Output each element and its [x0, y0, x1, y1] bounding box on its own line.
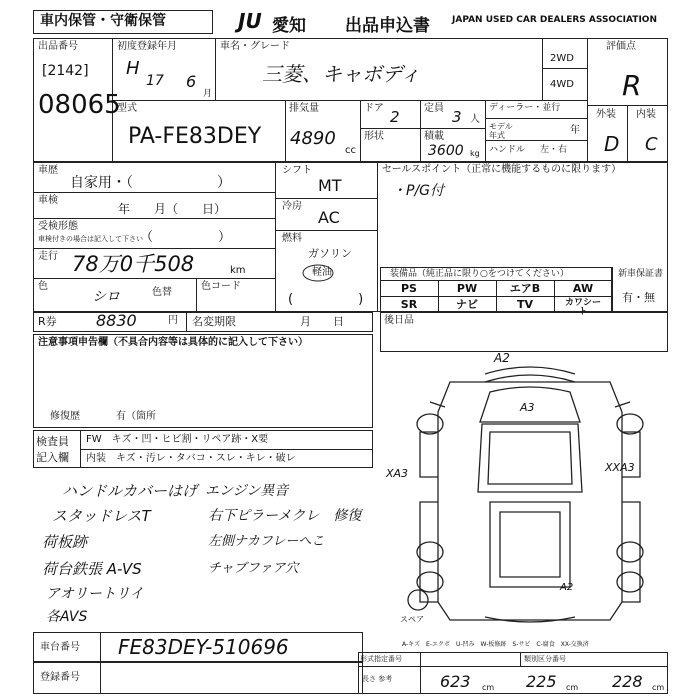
shift-label: シフト [282, 165, 312, 176]
history-value: 自家用・（ ） [70, 175, 231, 191]
damage-mark-a2-rear: A2 [560, 582, 574, 593]
divider [520, 652, 521, 666]
certificate-value: （ ） [140, 230, 232, 245]
fuel-bracket: ( ) [288, 292, 364, 307]
car-name-value: 三菱、キャボディ [262, 62, 421, 86]
fuel-value: ガソリン [308, 247, 352, 260]
damage-mark-a2-front: A2 [494, 351, 510, 365]
divider [587, 38, 588, 162]
dimensions-label-c: 長さ 参考 [362, 675, 393, 683]
divider [438, 280, 439, 312]
divider [420, 652, 421, 694]
rear-goods-box [380, 312, 668, 352]
dimension-height-unit: cm [652, 683, 665, 692]
color-label: 色 [38, 281, 48, 292]
dimensions-label-a: 形式指定番号 [360, 655, 402, 663]
divider [275, 162, 276, 312]
dimension-width-unit: cm [566, 683, 579, 692]
equipment-pw: PW [456, 282, 478, 295]
recycle-label: R券 [38, 315, 57, 328]
divider [112, 100, 587, 101]
inspection-value: 年 月（ 日） [118, 202, 227, 216]
damage-mark-xxa3-right: XXA3 [605, 461, 635, 474]
equipment-airbag: エアB [509, 282, 541, 295]
comment-5: アオリートリイ [46, 586, 144, 602]
comment-right-2: 右下ピラーメクレ 修復 [208, 508, 362, 524]
reg-label: 登録番号 [40, 672, 80, 683]
capacity-unit: 人 [470, 114, 480, 125]
color-value: シロ [92, 289, 120, 305]
equipment-tv: TV [516, 298, 534, 311]
certificate-label: 受検形態 [38, 221, 78, 232]
registration-year: 17 [146, 73, 164, 89]
registration-label: 初度登録年月 [117, 41, 177, 52]
aircon-label: 冷房 [282, 201, 302, 212]
divider [186, 312, 187, 332]
evaluation-score: R [622, 69, 642, 102]
inspector-label-1: 検査員 [36, 435, 69, 448]
capacity-label: 定員 [424, 103, 444, 114]
tax-period-label: 名変期限 [192, 315, 236, 328]
reg-row [33, 662, 363, 694]
drive-4wd: 4WD [550, 79, 574, 90]
damage-mark-xa3-left: XA3 [386, 467, 409, 480]
dimensions-label-b: 類別区分番号 [524, 655, 566, 663]
load-unit: kg [470, 149, 480, 158]
repair-label: 修復歴 [50, 411, 80, 422]
comment-6: 各AVS [46, 609, 88, 625]
comment-right-4: チャブファア穴 [208, 561, 299, 576]
evaluation-label: 評価点 [606, 41, 636, 52]
spare-label: スペア [400, 615, 424, 624]
model-label: 型式 [117, 103, 137, 114]
load-label: 積載 [424, 131, 444, 142]
mileage-label: 走行 [38, 251, 58, 262]
comment-2: スタッドレスT [52, 507, 151, 525]
fuel-circle-mark [300, 262, 340, 284]
drive-2wd: 2WD [550, 53, 574, 64]
comment-right-1: エンジン異音 [205, 483, 289, 499]
inspector-interior-row: キズ・汚レ・タバコ・スレ・キレ・破レ [116, 453, 296, 464]
comment-right-3: 左側ナカフレーへこ [208, 534, 325, 549]
recycle-unit: 円 [168, 315, 178, 326]
divider [485, 140, 587, 141]
divider [275, 230, 377, 231]
divider [485, 118, 587, 119]
model-year-unit: 年 [570, 125, 580, 136]
inspection-label: 車検 [38, 195, 58, 206]
divider [33, 278, 275, 279]
lot-bracket-number: [2142] [42, 63, 89, 79]
equipment-label: 装備品（純正品に限り○をつけてください） [390, 269, 569, 279]
divider [420, 100, 421, 162]
load-value: 3600 [428, 143, 464, 159]
divider [33, 192, 275, 193]
equipment-sr: SR [400, 298, 418, 311]
divider [542, 38, 543, 100]
new-warranty-value: 有・無 [622, 291, 655, 304]
mileage-unit: km [230, 265, 246, 276]
mileage-value: 78万0千508 [72, 252, 195, 276]
divider [275, 198, 377, 199]
fuel-label: 燃料 [282, 233, 302, 244]
doors-value: 2 [390, 108, 400, 126]
rear-goods-label: 後日品 [384, 315, 414, 326]
lot-number: 08065 [38, 90, 121, 120]
car-name-label: 車名・グレード [220, 41, 290, 52]
registration-month: 6 [186, 72, 197, 91]
chassis-label: 車台番号 [40, 642, 80, 653]
dealer-label: ディーラー・並行 [489, 103, 561, 113]
divider [285, 100, 286, 162]
form-title: 出品申込書 [345, 16, 430, 36]
divider [485, 100, 486, 162]
storage-label: 車内保管・守衛保管 [40, 13, 166, 29]
ju-logo: JU [238, 9, 262, 33]
displacement-unit: cc [345, 145, 356, 156]
comment-3: 荷板跡 [42, 533, 88, 551]
dimension-length-unit: cm [482, 683, 495, 692]
divider [33, 248, 275, 249]
capacity-value: 3 [452, 108, 462, 126]
dimension-width: 225 [526, 672, 557, 691]
comment-1: ハンドルカバーはげ [62, 482, 198, 500]
damage-legend: A-キズ E-エクボ U-凹み W-板修跡 S-サビ C-腐食 XX-交換済 [402, 641, 589, 648]
divider [627, 105, 628, 162]
fuel-alt: 軽油 [312, 267, 332, 278]
inspector-label-2: 記入欄 [36, 451, 69, 464]
registration-era: H [126, 58, 140, 79]
comment-4: 荷台鉄張 A-VS [42, 560, 142, 578]
exterior-label: 外装 [596, 109, 616, 120]
color-change-label: 色替 [152, 287, 172, 298]
divider [377, 162, 378, 312]
handle-value: 左・右 [540, 145, 568, 155]
recycle-value: 8830 [96, 311, 137, 330]
color-code-label: 色コード [201, 281, 241, 292]
divider [360, 128, 485, 129]
sales-point-value: ・P/G付 [392, 183, 445, 199]
history-label: 車歴 [38, 165, 58, 176]
notes-box [33, 334, 373, 428]
notes-label: 注意事項申告欄（不具合内容等は具体的に記入して下さい） [38, 337, 308, 348]
equipment-aw: AW [572, 282, 594, 295]
displacement-value: 4890 [290, 128, 336, 149]
repair-value: 有（箇所 [116, 411, 156, 422]
divider [542, 68, 587, 69]
model-value: PA-FE83DEY [128, 124, 262, 149]
tax-period-value: 月 日 [300, 315, 344, 328]
dimension-height: 228 [612, 672, 643, 691]
doors-label: ドア [364, 103, 384, 114]
interior-grade: C [645, 134, 658, 155]
divider [33, 218, 275, 219]
equipment-ps: PS [401, 282, 417, 295]
displacement-label: 排気量 [289, 103, 319, 114]
divider [358, 666, 668, 667]
shift-value: MT [318, 176, 342, 195]
damage-mark-a3-cab: A3 [520, 401, 535, 414]
divider [80, 449, 373, 450]
exterior-grade: D [604, 132, 620, 156]
model-year-label: モデル年式 [489, 122, 513, 140]
lot-label: 出品番号 [38, 41, 78, 52]
interior-label: 内装 [636, 109, 656, 120]
inspector-fw-row: FW キズ・凹・ヒビ割・リペア跡・X要 [86, 434, 269, 445]
divider [612, 267, 613, 312]
sales-point-label: セールスポイント（正常に機能するものに限ります） [382, 164, 622, 175]
divider [196, 278, 197, 312]
org-name: 愛知 [272, 16, 306, 36]
divider [215, 38, 216, 100]
association-name: JAPAN USED CAR DEALERS ASSOCIATION [452, 15, 657, 25]
new-warranty-label: 新車保証書 [618, 269, 664, 279]
inspector-interior-label: 内装 [86, 453, 106, 464]
aircon-value: AC [318, 208, 340, 227]
equipment-navi: ナビ [456, 298, 478, 311]
equipment-leather: カワシート [564, 298, 601, 317]
shape-label: 形状 [364, 131, 384, 142]
divider [554, 280, 555, 312]
certificate-note: 車検付きの場合は記入して下さい [38, 235, 143, 243]
dimension-length: 623 [440, 672, 471, 691]
registration-month-unit: 月 [203, 89, 213, 99]
divider [360, 100, 361, 162]
divider [496, 280, 497, 312]
chassis-value: FE83DEY-510696 [118, 635, 289, 659]
car-damage-diagram [390, 352, 670, 642]
handle-label: ハンドル [489, 145, 526, 155]
